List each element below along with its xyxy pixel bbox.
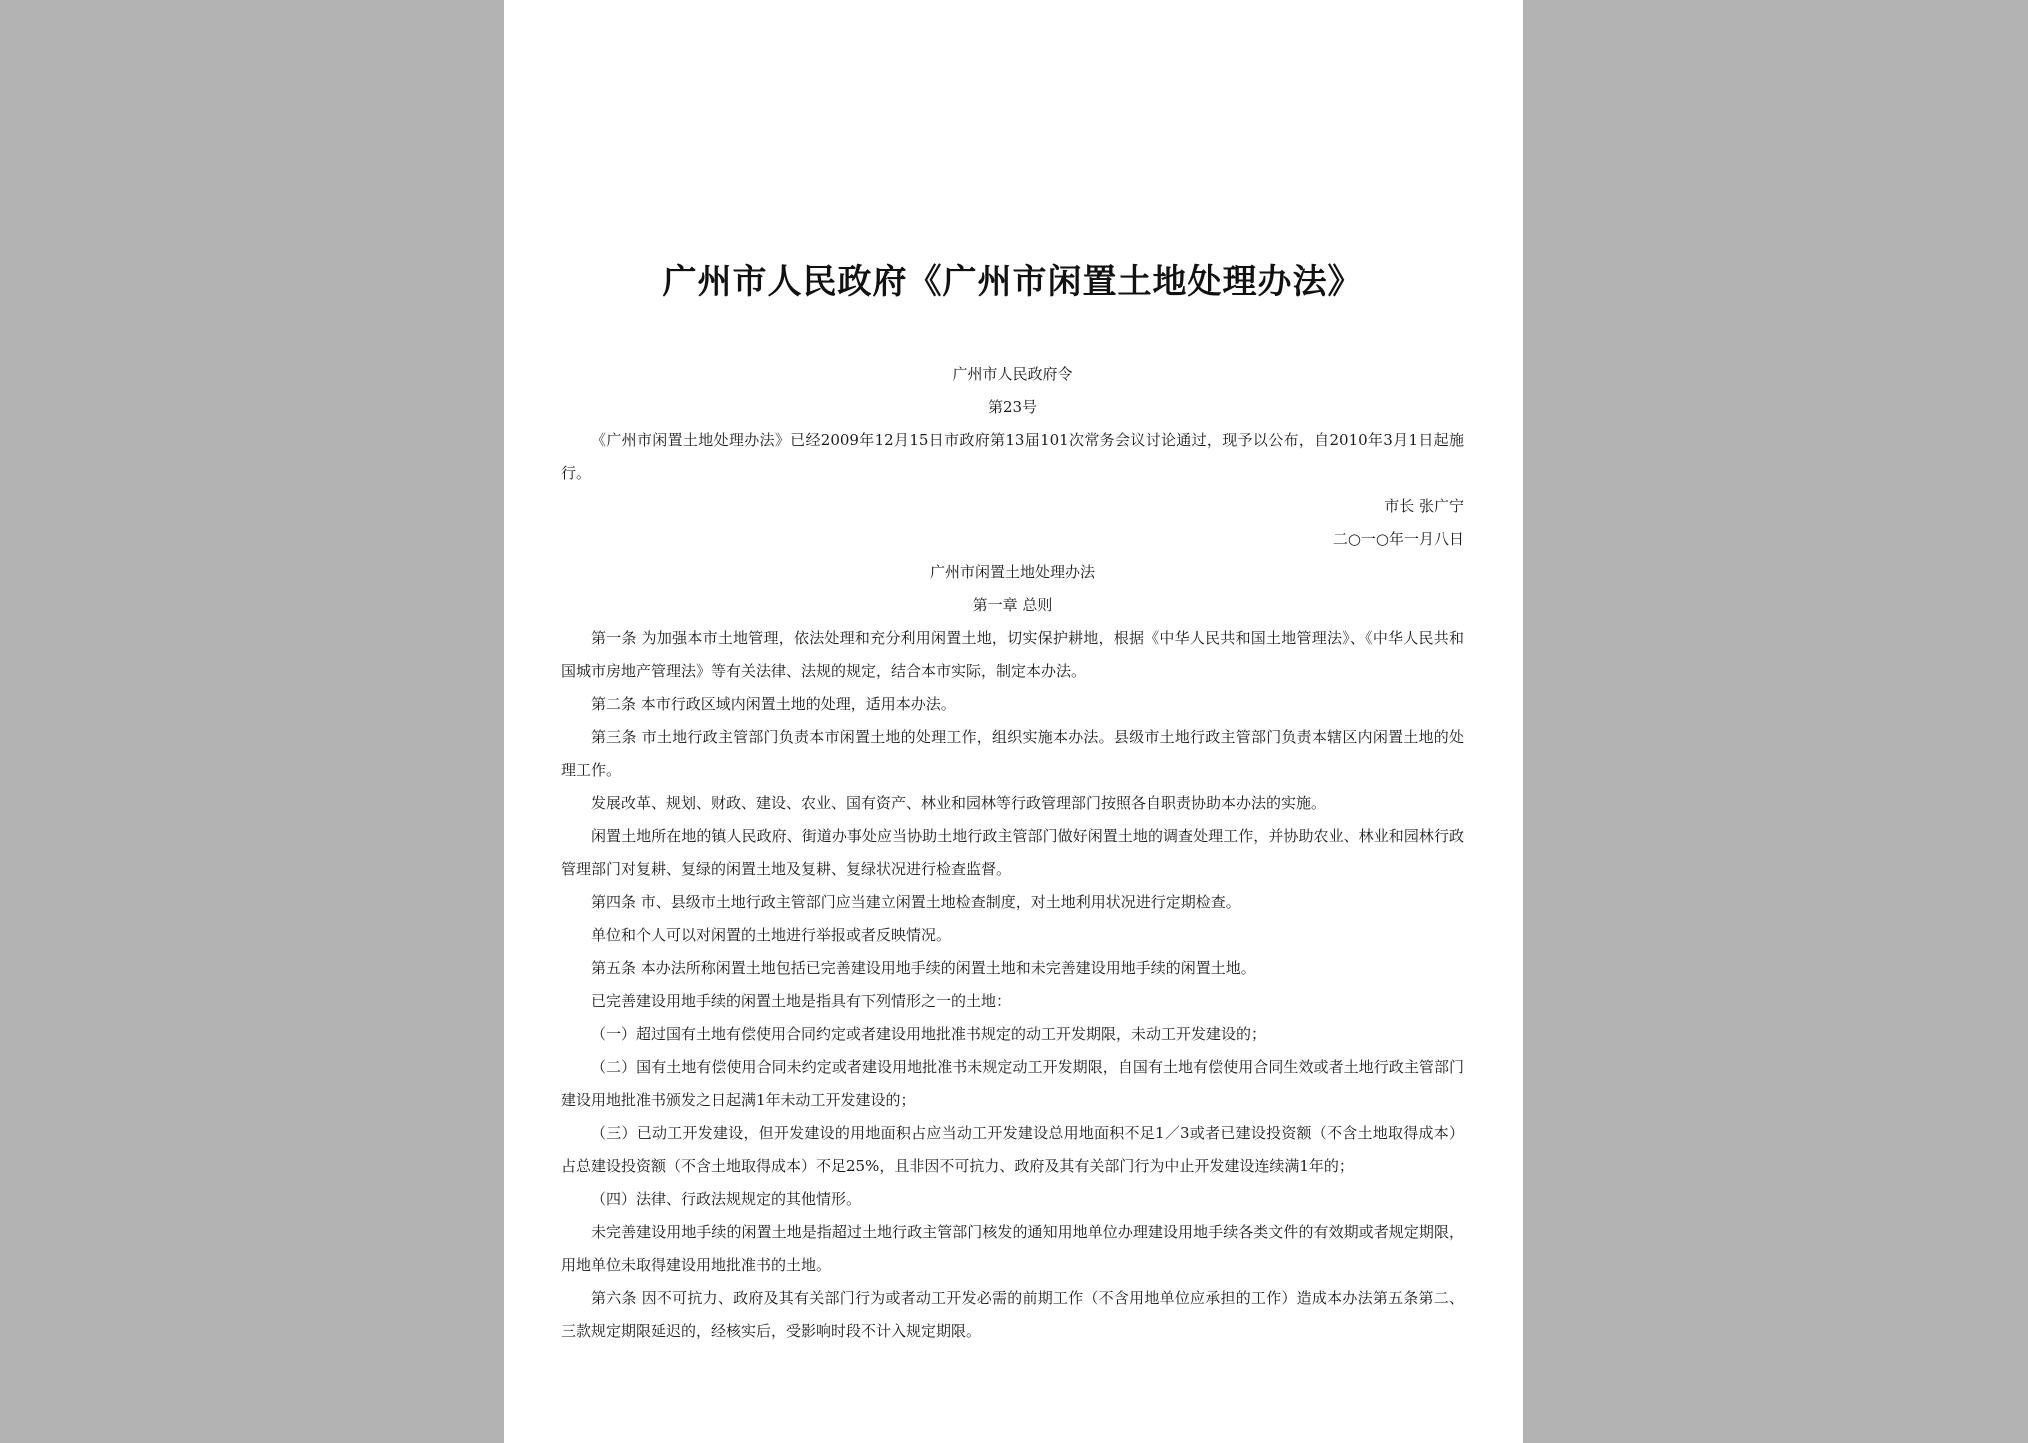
- measures-title: 广州市闲置土地处理办法: [929, 563, 1095, 581]
- article-paragraph: 第一条 为加强本市土地管理，依法处理和充分利用闲置土地，切实保护耕地，根据《中华人民共和国土地管理法》、《中华人民共和国城市房地产管理法》等有关法律、法规的规定，结合本市实际，制定本办法。: [561, 629, 1464, 680]
- article-paragraph: （二）国有土地有偿使用合同未约定或者建设用地批准书未规定动工开发期限，自国有土地有偿使用合同生效或者土地行政主管部门建设用地批准书颁发之日起满1年未动工开发建设的；: [561, 1058, 1464, 1109]
- preamble-paragraph: 《广州市闲置土地处理办法》已经2009年12月15日市政府第13届101次常务会议讨论通过，现予以公布，自2010年3月1日起施行。: [561, 431, 1464, 482]
- signature: 市长 张广宁: [1384, 497, 1464, 515]
- document-title: 广州市人民政府《广州市闲置土地处理办法》: [662, 262, 1363, 302]
- article-paragraph: 第三条 市土地行政主管部门负责本市闲置土地的处理工作，组织实施本办法。县级市土地行政主管部门负责本辖区内闲置土地的处理工作。: [561, 728, 1464, 779]
- order-number: 第23号: [987, 398, 1038, 416]
- article-paragraph: 单位和个人可以对闲置的土地进行举报或者反映情况。: [591, 926, 952, 944]
- article-paragraph: 第六条 因不可抗力、政府及其有关部门行为或者动工开发必需的前期工作（不含用地单位应承担的工作）造成本办法第五条第二、三款规定期限延迟的，经核实后，受影响时段不计入规定期限。: [561, 1289, 1464, 1340]
- article-paragraph: 未完善建设用地手续的闲置土地是指超过土地行政主管部门核发的通知用地单位办理建设用地手续各类文件的有效期或者规定期限，用地单位未取得建设用地批准书的土地。: [561, 1223, 1464, 1274]
- article-paragraph: 第四条 市、县级市土地行政主管部门应当建立闲置土地检查制度，对土地利用状况进行定期检查。: [591, 893, 1241, 911]
- order-issuer: 广州市人民政府令: [952, 365, 1073, 383]
- article-paragraph: 发展改革、规划、财政、建设、农业、国有资产、林业和园林等行政管理部门按照各自职责协助本办法的实施。: [591, 794, 1327, 812]
- article-paragraph: （一）超过国有土地有偿使用合同约定或者建设用地批准书规定的动工开发期限，未动工开发建设的；: [591, 1025, 1267, 1043]
- article-paragraph: 第五条 本办法所称闲置土地包括已完善建设用地手续的闲置土地和未完善建设用地手续的闲置土地。: [591, 959, 1256, 977]
- signature-date: 二○一○年一月八日: [1332, 530, 1464, 548]
- article-paragraph: 第二条 本市行政区域内闲置土地的处理，适用本办法。: [591, 695, 956, 713]
- article-paragraph: 闲置土地所在地的镇人民政府、街道办事处应当协助土地行政主管部门做好闲置土地的调查处理工作，并协助农业、林业和园林行政管理部门对复耕、复绿的闲置土地及复耕、复绿状况进行检查监督。: [561, 827, 1464, 878]
- document-page: [504, 0, 1523, 1443]
- chapter-title: 第一章 总则: [972, 596, 1053, 614]
- article-paragraph: （三）已动工开发建设，但开发建设的用地面积占应当动工开发建设总用地面积不足1／3或者已建设投资额（不含土地取得成本）占总建设投资额（不含土地取得成本）不足25%，且非因不可抗力、政府及其有关部门行为中止开发建设连续满1年的；: [561, 1124, 1464, 1175]
- article-paragraph: 已完善建设用地手续的闲置土地是指具有下列情形之一的土地：: [591, 992, 1012, 1010]
- article-paragraph: （四）法律、行政法规规定的其他情形。: [591, 1190, 862, 1208]
